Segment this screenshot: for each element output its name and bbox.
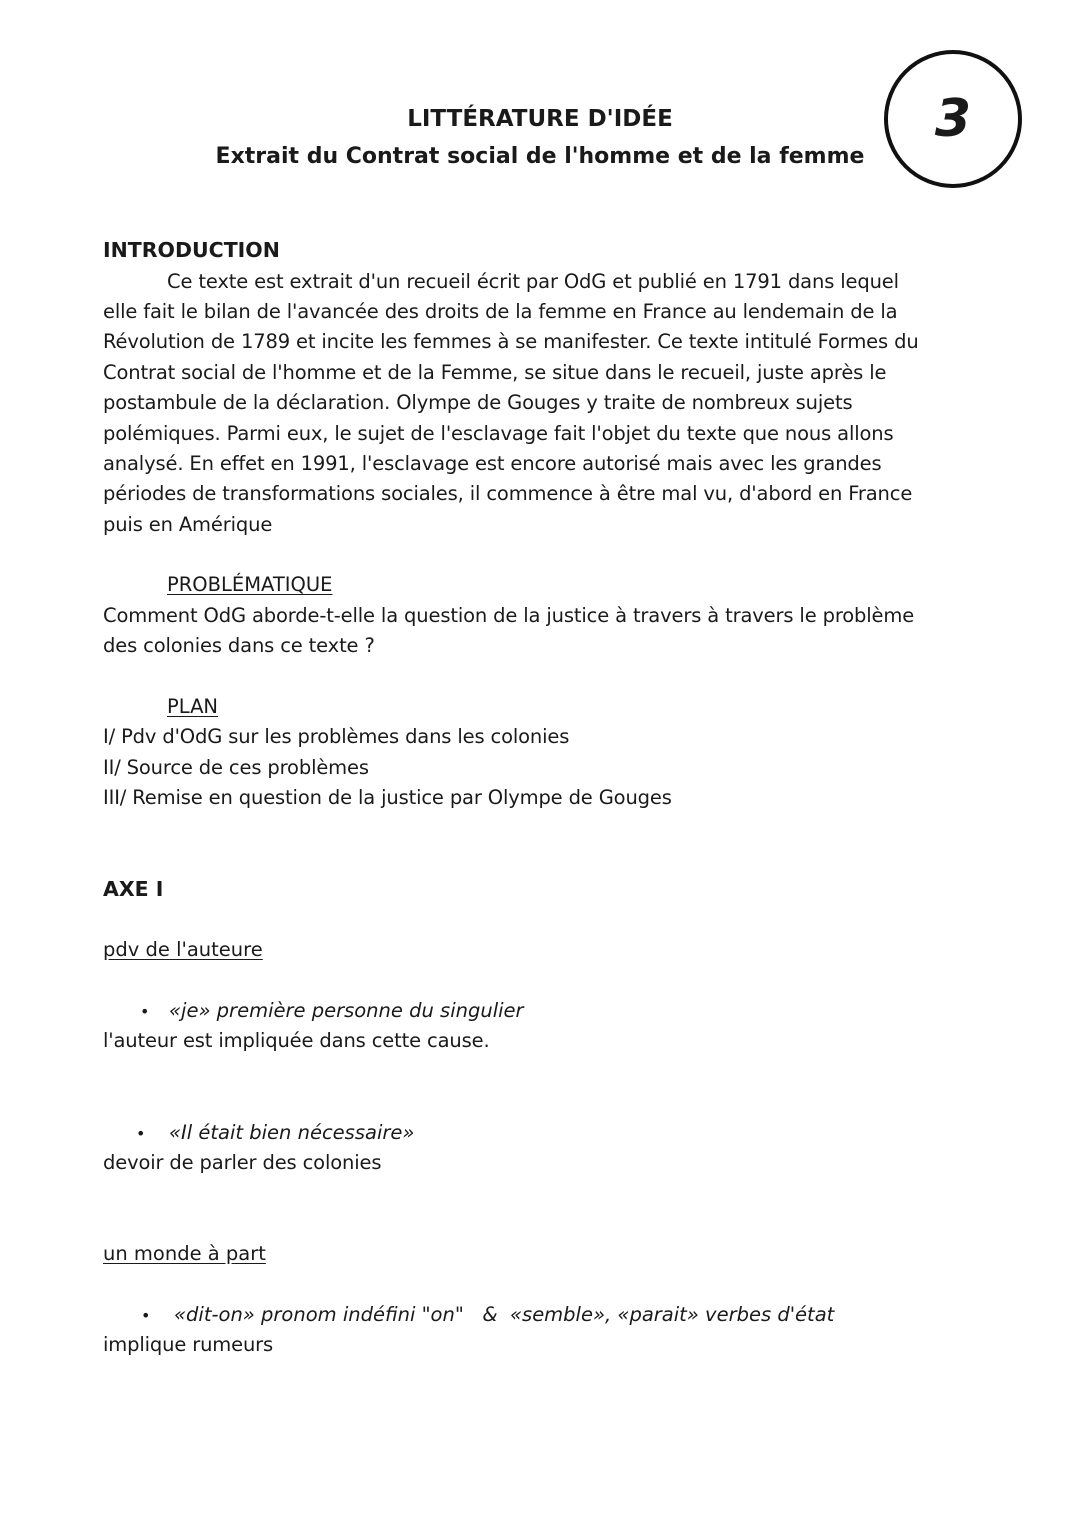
bullet-note: l'auteur est impliquée dans cette cause. [103, 1029, 490, 1052]
introduction-line: elle fait le bilan de l'avancée des droits de la femme en France au lendemain de la [103, 300, 898, 323]
bullet-note: implique rumeurs [103, 1333, 274, 1356]
problematique-line: Comment OdG aborde-t-elle la question de la justice à travers à travers le problème [103, 604, 915, 627]
bullet-icon: • [136, 1124, 146, 1143]
introduction-line: périodes de transformations sociales, il commence à être mal vu, d'abord en France [103, 482, 913, 505]
plan-item: I/ Pdv d'OdG sur les problèmes dans les colonies [103, 725, 570, 748]
page-subtitle: Extrait du Contrat social de l'homme et de la femme [215, 144, 865, 169]
bullet-icon: • [141, 1306, 151, 1325]
introduction-line: Ce texte est extrait d'un recueil écrit par OdG et publié en 1791 dans lequel [167, 270, 899, 293]
problematique-heading: PROBLÉMATIQUE [167, 573, 333, 596]
introduction-line: polémiques. Parmi eux, le sujet de l'esclavage fait l'objet du texte que nous allons [103, 422, 894, 445]
page-title: LITTÉRATURE D'IDÉE [407, 106, 673, 132]
bullet-item [136, 1121, 145, 1144]
chapter-number-badge [884, 50, 1022, 188]
introduction-line: puis en Amérique [103, 513, 273, 536]
bullet-text: «Il était bien nécessaire» [169, 1121, 415, 1144]
plan-item: III/ Remise en question de la justice par Olympe de Gouges [103, 786, 672, 809]
axe-heading: AXE I [103, 877, 164, 901]
introduction-heading: INTRODUCTION [103, 238, 280, 262]
subsection-heading: un monde à part [103, 1242, 266, 1265]
introduction-line: analysé. En effet en 1991, l'esclavage est encore autorisé mais avec les grandes [103, 452, 882, 475]
plan-heading: PLAN [167, 695, 218, 718]
introduction-line: Révolution de 1789 et incite les femmes à se manifester. Ce texte intitulé Formes du [103, 330, 919, 353]
bullet-item [141, 1303, 150, 1326]
plan-item: II/ Source de ces problèmes [103, 756, 369, 779]
bullet-note: devoir de parler des colonies [103, 1151, 382, 1174]
subsection-heading: pdv de l'auteure [103, 938, 263, 961]
introduction-line: Contrat social de l'homme et de la Femme, se situe dans le recueil, juste après le [103, 361, 887, 384]
problematique-line: des colonies dans ce texte ? [103, 634, 375, 657]
bullet-text: «dit-on» pronom indéfini "on" & «semble», «parait» verbes d'état [174, 1303, 835, 1326]
introduction-line: postambule de la déclaration. Olympe de Gouges y traite de nombreux sujets [103, 391, 853, 414]
bullet-item [140, 999, 149, 1022]
chapter-number: 3 [934, 89, 972, 149]
bullet-icon: • [140, 1002, 150, 1021]
bullet-text: «je» première personne du singulier [169, 999, 524, 1022]
